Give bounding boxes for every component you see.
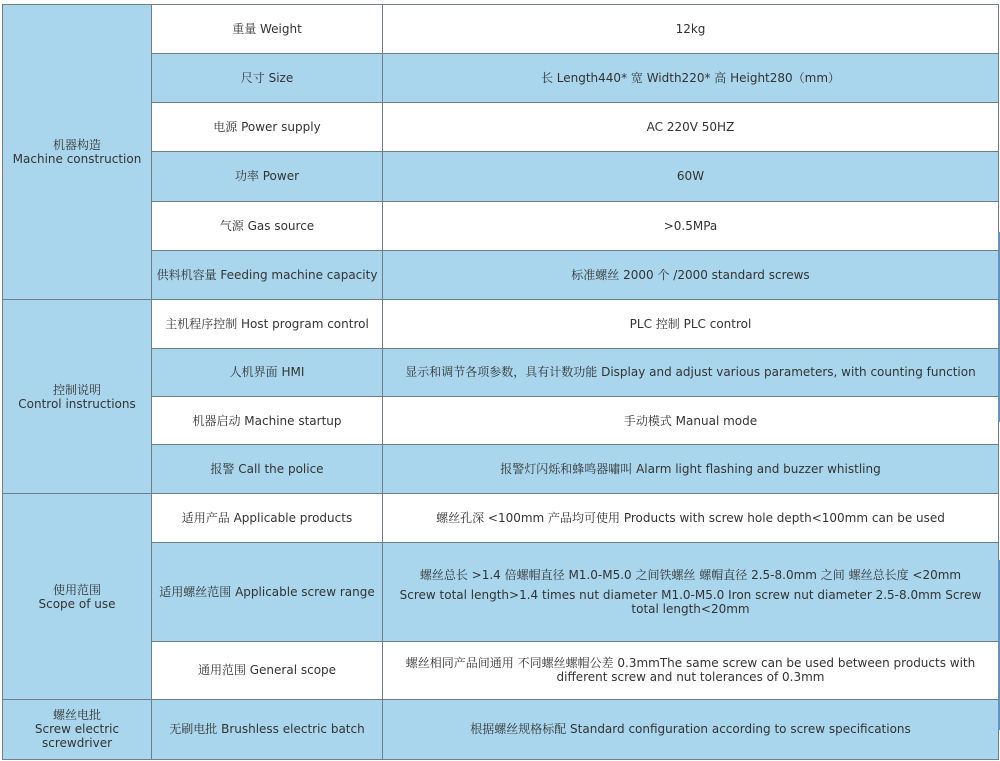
spec-value-weight: 12kg bbox=[383, 5, 999, 54]
spec-item-power-supply: 电源 Power supply bbox=[152, 103, 383, 152]
spec-item-applicable-products: 适用产品 Applicable products bbox=[152, 494, 383, 543]
spec-item-brushless-electric-batch: 无刷电批 Brushless electric batch bbox=[152, 699, 383, 759]
spec-item-general-scope: 通用范围 General scope bbox=[152, 641, 383, 699]
screw-range-line-cn: 螺丝总长 >1.4 倍螺帽直径 M1.0-M5.0 之间铁螺丝 螺帽直径 2.5-8.0mm 之间 螺丝总长度 <20mm bbox=[419, 568, 962, 582]
category-scope-of-use bbox=[3, 494, 152, 700]
table-row bbox=[3, 299, 999, 348]
table-row bbox=[3, 103, 999, 152]
spec-value-size: 长 Length440* 宽 Width220* 高 Height280（mm） bbox=[383, 54, 999, 103]
category-label-en: Machine construction bbox=[12, 151, 142, 166]
spec-value-power: 60W bbox=[383, 152, 999, 201]
category-machine-construction bbox=[3, 5, 152, 300]
category-label-en: Control instructions bbox=[18, 396, 136, 411]
table-row bbox=[3, 348, 999, 396]
spec-value-machine-startup: 手动模式 Manual mode bbox=[383, 397, 999, 445]
category-control-instructions bbox=[3, 299, 152, 494]
spec-item-weight: 重量 Weight bbox=[152, 5, 383, 54]
table-row bbox=[3, 201, 999, 250]
category-label-cn: 使用范围 bbox=[52, 582, 101, 597]
spec-value-power-supply: AC 220V 50HZ bbox=[383, 103, 999, 152]
spec-value-hmi: 显示和调节各项参数，具有计数功能 Display and adjust various parameters, with counting function bbox=[383, 348, 999, 396]
spec-value-alarm: 报警灯闪烁和蜂鸣器嘯叫 Alarm light flashing and buzzer whistling bbox=[383, 445, 999, 494]
category-label-cn: 控制说明 bbox=[52, 382, 101, 397]
table-row bbox=[3, 445, 999, 494]
spec-item-gas-source: 气源 Gas source bbox=[152, 201, 383, 250]
spec-item-machine-startup: 机器启动 Machine startup bbox=[152, 397, 383, 445]
spec-value-feeding-capacity: 标准螺丝 2000 个 /2000 standard screws bbox=[383, 250, 999, 299]
table-row bbox=[3, 54, 999, 103]
spec-item-size: 尺寸 Size bbox=[152, 54, 383, 103]
spec-value-host-program-control: PLC 控制 PLC control bbox=[383, 299, 999, 348]
category-label-cn: 螺丝电批 bbox=[52, 708, 101, 723]
table-row bbox=[3, 641, 999, 699]
spec-item-host-program-control: 主机程序控制 Host program control bbox=[152, 299, 383, 348]
category-label-en: Screw electric screwdriver bbox=[34, 722, 120, 751]
spec-value-general-scope: 螺丝相同产品间通用 不同螺丝螺帽公差 0.3mmThe same screw can be used between products with different screw and nut tolerances of 0.3mm bbox=[383, 641, 999, 699]
spec-value-gas-source: >0.5MPa bbox=[383, 201, 999, 250]
spec-value-applicable-screw-range bbox=[383, 543, 999, 641]
table-row bbox=[3, 152, 999, 201]
screw-range-line-en: Screw total length>1.4 times nut diameter M1.0-M5.0 Iron screw nut diameter 2.5-8.0mm Screw total length<20mm bbox=[399, 588, 982, 616]
spec-item-alarm: 报警 Call the police bbox=[152, 445, 383, 494]
spec-item-feeding-capacity: 供料机容量 Feeding machine capacity bbox=[152, 250, 383, 299]
table-row bbox=[3, 699, 999, 759]
spec-table bbox=[2, 4, 999, 760]
table-row bbox=[3, 494, 999, 543]
category-label-en: Scope of use bbox=[38, 596, 116, 611]
table-row bbox=[3, 397, 999, 445]
spec-value-applicable-products: 螺丝孔深 <100mm 产品均可使用 Products with screw hole depth<100mm can be used bbox=[383, 494, 999, 543]
spec-item-power: 功率 Power bbox=[152, 152, 383, 201]
spec-value-brushless-electric-batch: 根据螺丝规格标配 Standard configuration according to screw specifications bbox=[383, 699, 999, 759]
table-row bbox=[3, 5, 999, 54]
spec-item-hmi: 人机界面 HMI bbox=[152, 348, 383, 396]
table-row bbox=[3, 543, 999, 641]
spec-item-applicable-screw-range: 适用螺丝范围 Applicable screw range bbox=[152, 543, 383, 641]
table-row bbox=[3, 250, 999, 299]
category-screw-electric-screwdriver bbox=[3, 699, 152, 759]
category-label-cn: 机器构造 bbox=[52, 137, 101, 152]
